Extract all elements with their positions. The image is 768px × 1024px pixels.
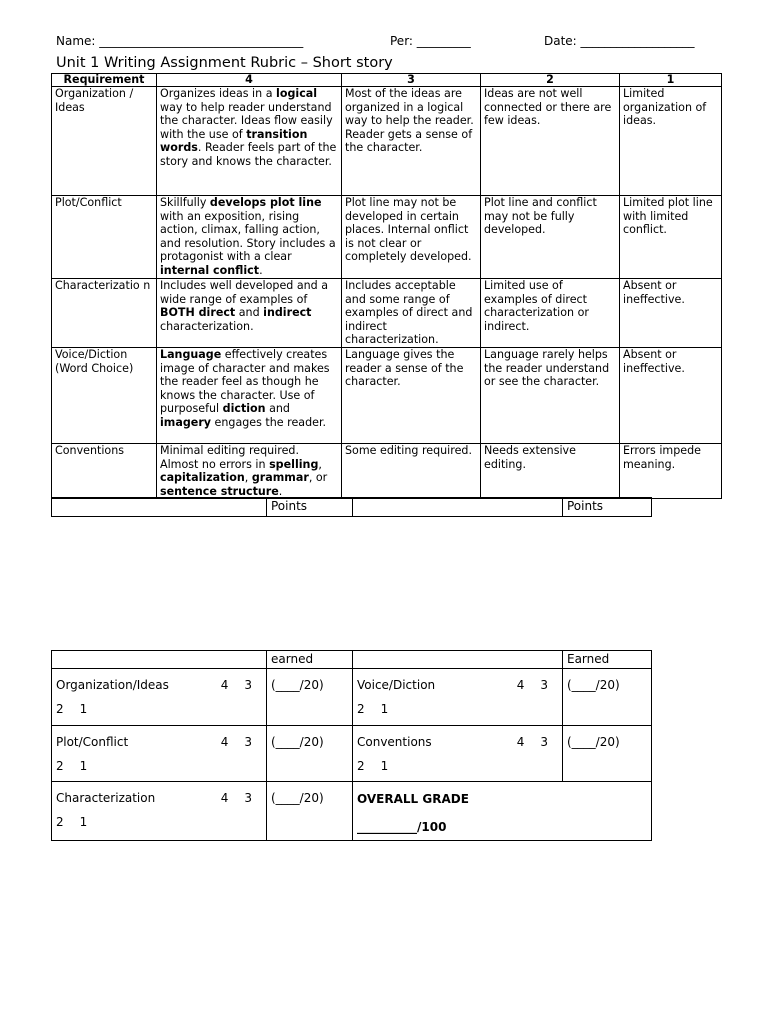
score-1-cell: Limited plot line with limited conflict. [620, 196, 722, 279]
criterion-cell-plot [52, 726, 267, 782]
table-row [52, 348, 722, 444]
score-4-cell: Language effectively creates image of character and makes the reader feel as though he knows the character. Use of purposeful diction and imagery engages the reader. [157, 348, 342, 444]
score-option: 2 [56, 815, 64, 829]
page-title: Unit 1 Writing Assignment Rubric – Short story [56, 55, 393, 71]
table-row [52, 444, 722, 499]
earned-label: earned [267, 651, 353, 669]
score-3-cell: Most of the ideas are organized in a logical way to help the reader. Reader gets a sense of the character. [342, 87, 481, 196]
table-row [52, 651, 652, 669]
column-header: 1 [620, 74, 722, 87]
rubric-header-row [52, 74, 722, 87]
score-2-cell: Needs extensive editing. [481, 444, 620, 499]
score-1-cell: Errors impede meaning. [620, 444, 722, 499]
score-option: 4 [220, 735, 229, 749]
period-field: Per: _________ [390, 34, 471, 48]
requirement-cell: Voice/Diction (Word Choice) [52, 348, 157, 444]
points-label: Points [267, 498, 353, 517]
requirement-cell: Plot/Conflict [52, 196, 157, 279]
emphasized-term: Language [160, 348, 222, 361]
blank-cell [52, 498, 267, 517]
criterion-name: Characterization [56, 791, 156, 805]
earned-blank: (____/20) [271, 678, 324, 692]
score-option: 1 [79, 759, 88, 773]
blank-cell [353, 651, 563, 669]
earned-blank: (____/20) [567, 735, 620, 749]
score-3-cell: Plot line may not be developed in certain places. Internal onflict is not clear or completely developed. [342, 196, 481, 279]
earned-cell [267, 669, 353, 726]
column-header: 3 [342, 74, 481, 87]
score-option: 2 [357, 702, 365, 716]
column-header: 2 [481, 74, 620, 87]
score-3-cell: Language gives the reader a sense of the character. [342, 348, 481, 444]
score-option: 4 [516, 678, 525, 692]
rubric-table [51, 73, 722, 499]
criterion-name: Voice/Diction [357, 678, 436, 692]
criterion-name: Organization/Ideas [56, 678, 169, 692]
emphasized-term: sentence structure [160, 484, 279, 498]
emphasized-term: grammar [251, 471, 309, 485]
earned-label: Earned [563, 651, 652, 669]
score-option: 2 [357, 759, 365, 773]
score-4-cell: Includes well developed and a wide range of examples of BOTH direct and indirect characterization. [157, 279, 342, 348]
score-1-cell: Absent or ineffective. [620, 348, 722, 444]
table-row [52, 279, 722, 348]
score-3-cell: Some editing required. [342, 444, 481, 499]
score-option: 4 [220, 791, 229, 805]
score-4-cell: Minimal editing required. Almost no errors in spelling, capitalization, grammar, or sentence structure. [157, 444, 342, 499]
earned-cell [563, 726, 652, 782]
blank-cell [353, 498, 563, 517]
score-3-cell: Includes acceptable and some range of examples of direct and indirect characterization. [342, 279, 481, 348]
score-option: 1 [380, 759, 389, 773]
requirement-cell: Organization / Ideas [52, 87, 157, 196]
score-1-cell: Limited organization of ideas. [620, 87, 722, 196]
emphasized-term: internal conflict [160, 263, 260, 277]
requirement-cell: Conventions [52, 444, 157, 499]
score-2-cell: Language rarely helps the reader understand or see the character. [481, 348, 620, 444]
emphasized-term: indirect [263, 306, 312, 320]
score-option: 1 [79, 702, 88, 716]
emphasized-term: transition words [160, 127, 308, 155]
criterion-cell-conventions [353, 726, 563, 782]
blank-cell [52, 651, 267, 669]
emphasized-term: BOTH direct [160, 306, 236, 320]
emphasized-term: develops plot line [209, 196, 322, 209]
criterion-name: Conventions [357, 735, 432, 749]
overall-grade-value: __________/100 [357, 820, 447, 834]
table-row [52, 498, 652, 517]
score-4-cell: Organizes ideas in a logical way to help reader understand the character. Ideas flow easily with the use of transition words. Reader feels part of the story and knows the character. [157, 87, 342, 196]
score-table [51, 650, 652, 841]
emphasized-term: logical [276, 87, 318, 100]
score-option: 3 [244, 791, 252, 805]
overall-grade-cell [353, 782, 652, 841]
score-option: 1 [79, 815, 88, 829]
points-header-table [51, 497, 652, 517]
score-1-cell: Absent or ineffective. [620, 279, 722, 348]
score-option: 2 [56, 702, 64, 716]
table-row [52, 726, 652, 782]
column-header: 4 [157, 74, 342, 87]
score-option: 3 [540, 735, 548, 749]
criterion-cell-voice [353, 669, 563, 726]
score-option: 4 [220, 678, 229, 692]
score-4-cell: Skillfully develops plot line with an exposition, rising action, climax, falling action, and resolution. Story includes a protagonist with a clear internal conflict. [157, 196, 342, 279]
table-row [52, 669, 652, 726]
score-2-cell: Limited use of examples of direct characterization or indirect. [481, 279, 620, 348]
points-label: Points [563, 498, 652, 517]
earned-cell [267, 726, 353, 782]
earned-blank: (____/20) [567, 678, 620, 692]
score-option: 3 [244, 735, 252, 749]
score-option: 4 [516, 735, 525, 749]
requirement-cell: Characterizatio n [52, 279, 157, 348]
score-2-cell: Plot line and conflict may not be fully developed. [481, 196, 620, 279]
emphasized-term: diction [222, 402, 266, 416]
date-field: Date: ___________________ [544, 34, 695, 48]
emphasized-term: capitalization [160, 471, 245, 485]
earned-cell [267, 782, 353, 841]
score-option: 1 [380, 702, 389, 716]
earned-blank: (____/20) [271, 735, 324, 749]
score-option: 3 [540, 678, 548, 692]
criterion-cell-characterization [52, 782, 267, 841]
criterion-cell-organization [52, 669, 267, 726]
emphasized-term: imagery [160, 415, 212, 429]
emphasized-term: spelling [269, 457, 319, 471]
overall-grade-label: OVERALL GRADE [357, 792, 469, 806]
table-row [52, 87, 722, 196]
table-row [52, 782, 652, 841]
earned-blank: (____/20) [271, 791, 324, 805]
earned-cell [563, 669, 652, 726]
criterion-name: Plot/Conflict [56, 735, 129, 749]
score-option: 3 [244, 678, 252, 692]
score-option: 2 [56, 759, 64, 773]
table-row [52, 196, 722, 279]
column-header: Requirement [52, 74, 157, 87]
score-2-cell: Ideas are not well connected or there are few ideas. [481, 87, 620, 196]
name-field: Name: __________________________________ [56, 34, 304, 48]
